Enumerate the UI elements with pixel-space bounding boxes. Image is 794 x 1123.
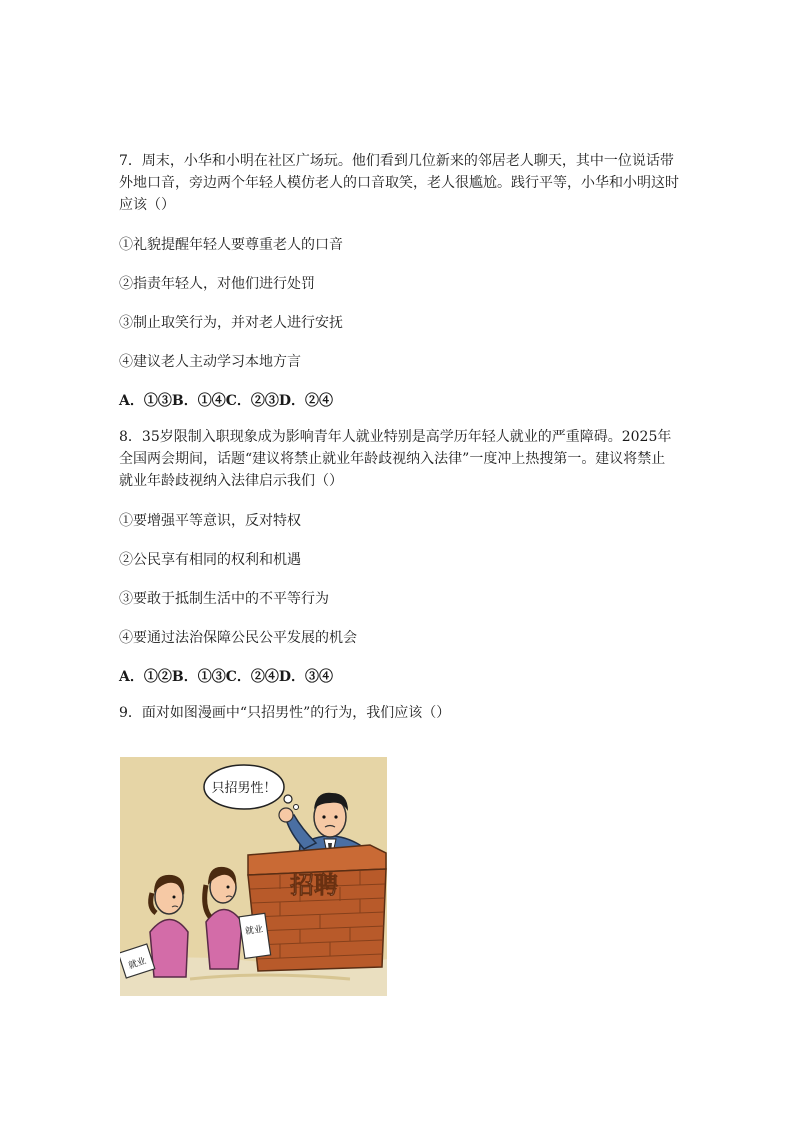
q7-option-2: ②指责年轻人，对他们进行处罚 (119, 276, 315, 292)
q8-option-2: ②公民享有相同的权利和机遇 (119, 552, 301, 568)
question-8-stem: 8．35岁限制入职现象成为影响青年人就业特别是高学历年轻人就业的严重障碍。2025年全国两会期间，话题“建议将禁止就业年龄歧视纳入法律”一度冲上热搜第一。建议将禁止就业年龄歧视纳入法律启示我们（） (119, 429, 672, 489)
q8-option-3: ③要敢于抵制生活中的不平等行为 (119, 591, 329, 607)
q8-option-4: ④要通过法治保障公民公平发展的机会 (119, 630, 357, 646)
q7-choices: A．①③B．①④C．②③D．②④ (119, 393, 333, 409)
q7-option-3: ③制止取笑行为，并对老人进行安抚 (119, 315, 343, 331)
question-document (119, 150, 679, 724)
q7-option-1: ①礼貌提醒年轻人要尊重老人的口音 (119, 237, 343, 253)
podium-text: 招聘 (290, 871, 338, 899)
paper-left-text: 就业 (127, 956, 148, 972)
recruitment-cartoon (120, 757, 387, 996)
paper-right-text: 就业 (244, 924, 264, 938)
speech-text: 只招男性！ (211, 781, 277, 796)
q7-option-4: ④建议老人主动学习本地方言 (119, 354, 301, 370)
cartoon-svg (120, 757, 387, 996)
question-9-stem: 9．面对如图漫画中“只招男性”的行为，我们应该（） (119, 705, 451, 721)
q8-choices: A．①②B．①③C．②④D．③④ (119, 669, 333, 685)
question-7-stem: 7．周末，小华和小明在社区广场玩。他们看到几位新来的邻居老人聊天，其中一位说话带外地口音，旁边两个年轻人模仿老人的口音取笑，老人很尴尬。践行平等，小华和小明这时应该（） (119, 153, 679, 213)
q8-option-1: ①要增强平等意识，反对特权 (119, 513, 301, 529)
